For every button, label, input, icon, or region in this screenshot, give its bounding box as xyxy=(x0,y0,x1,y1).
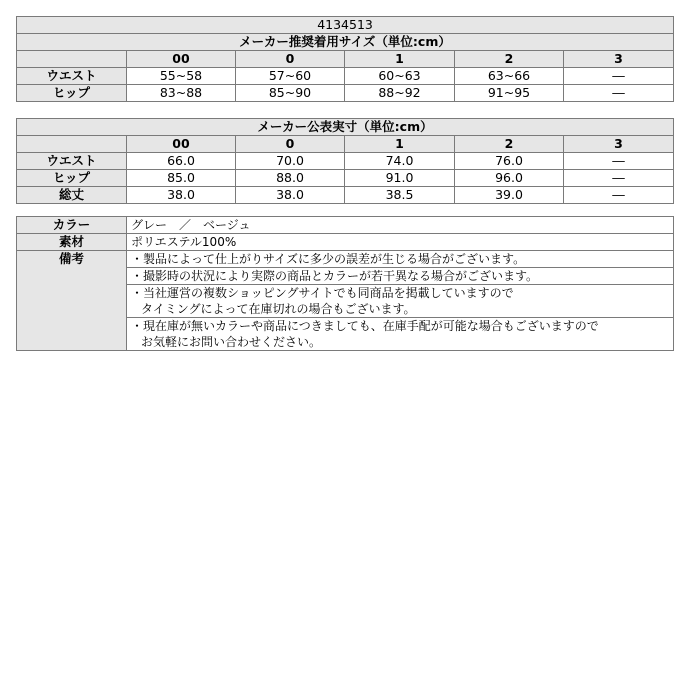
table-row xyxy=(17,170,674,187)
row-label-length: 総丈 xyxy=(17,187,127,204)
size-header-row xyxy=(17,136,674,153)
size-header: 00 xyxy=(127,51,236,68)
table-cell: 55~58 xyxy=(127,68,236,85)
table-cell: ― xyxy=(564,68,674,85)
note-item xyxy=(127,318,674,351)
row-label-waist: ウエスト xyxy=(17,68,127,85)
table-cell: 38.5 xyxy=(345,187,455,204)
material-label: 素材 xyxy=(17,234,127,251)
header-corner xyxy=(17,136,127,153)
table-cell: ― xyxy=(564,170,674,187)
color-value: グレー ／ ベージュ xyxy=(127,217,674,234)
row-label-hip: ヒップ xyxy=(17,85,127,102)
size-header: 0 xyxy=(236,51,345,68)
table-cell: 96.0 xyxy=(455,170,564,187)
table-cell: ― xyxy=(564,153,674,170)
measured-size-table xyxy=(16,118,674,204)
row-label-hip: ヒップ xyxy=(17,170,127,187)
table-row xyxy=(17,187,674,204)
note-item xyxy=(127,251,674,268)
table-cell: 63~66 xyxy=(455,68,564,85)
table-cell: 91~95 xyxy=(455,85,564,102)
table-cell: 85~90 xyxy=(236,85,345,102)
notes-label: 備考 xyxy=(17,251,127,351)
table-cell: 74.0 xyxy=(345,153,455,170)
table-cell: 39.0 xyxy=(455,187,564,204)
size-header: 1 xyxy=(345,51,455,68)
note-line: ・製品によって仕上がりサイズに多少の誤差が生じる場合がございます。 xyxy=(131,252,526,266)
table-cell: 70.0 xyxy=(236,153,345,170)
info-row-color xyxy=(17,217,674,234)
info-row-material xyxy=(17,234,674,251)
row-label-waist: ウエスト xyxy=(17,153,127,170)
note-line: ・当社運営の複数ショッピングサイトでも同商品を掲載していますので xyxy=(131,286,514,300)
table-cell: 83~88 xyxy=(127,85,236,102)
table-cell: ― xyxy=(564,187,674,204)
table-cell: 76.0 xyxy=(455,153,564,170)
size-header: 00 xyxy=(127,136,236,153)
size-header-row xyxy=(17,51,674,68)
table-row xyxy=(17,85,674,102)
note-item xyxy=(127,268,674,285)
recommended-size-title: メーカー推奨着用サイズ（単位:cm） xyxy=(17,34,674,51)
table-cell: 38.0 xyxy=(236,187,345,204)
info-row-notes xyxy=(17,251,674,268)
table-cell: 57~60 xyxy=(236,68,345,85)
note-line: ・撮影時の状況により実際の商品とカラーが若干異なる場合がございます。 xyxy=(131,269,539,283)
note-line: お気軽にお問い合わせください。 xyxy=(141,335,322,349)
note-line: タイミングによって在庫切れの場合もございます。 xyxy=(141,302,416,316)
table-cell: 38.0 xyxy=(127,187,236,204)
header-corner xyxy=(17,51,127,68)
size-header: 2 xyxy=(455,136,564,153)
table-cell: ― xyxy=(564,85,674,102)
note-item xyxy=(127,285,674,318)
color-label: カラー xyxy=(17,217,127,234)
size-header: 3 xyxy=(564,51,674,68)
table-cell: 88.0 xyxy=(236,170,345,187)
size-header: 1 xyxy=(345,136,455,153)
material-value: ポリエステル100% xyxy=(127,234,674,251)
size-header: 2 xyxy=(455,51,564,68)
table-cell: 88~92 xyxy=(345,85,455,102)
table-cell: 60~63 xyxy=(345,68,455,85)
note-line: ・現在庫が無いカラーや商品につきましても、在庫手配が可能な場合もございますので xyxy=(131,319,599,333)
measured-size-title: メーカー公表実寸（単位:cm） xyxy=(17,119,674,136)
table-cell: 85.0 xyxy=(127,170,236,187)
size-header: 0 xyxy=(236,136,345,153)
recommended-size-table xyxy=(16,16,674,102)
table-cell: 91.0 xyxy=(345,170,455,187)
table-cell: 66.0 xyxy=(127,153,236,170)
size-header: 3 xyxy=(564,136,674,153)
table-row xyxy=(17,68,674,85)
product-code: 4134513 xyxy=(17,17,674,34)
product-info-table xyxy=(16,216,674,351)
table-row xyxy=(17,153,674,170)
